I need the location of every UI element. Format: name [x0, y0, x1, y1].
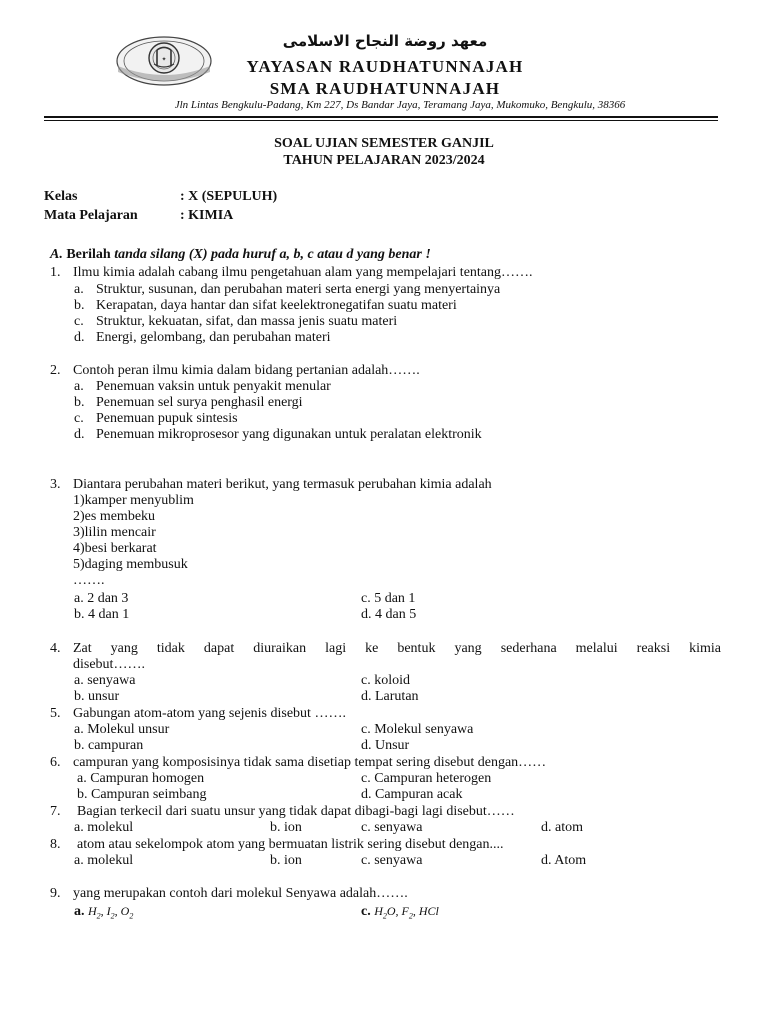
option: c. 5 dan 1 — [361, 591, 416, 606]
exam-year: TAHUN PELAJARAN 2023/2024 — [283, 153, 485, 168]
header-rule-thin — [44, 120, 718, 121]
option: d. Atom — [541, 853, 587, 868]
formula-part: , O — [114, 904, 130, 918]
option — [74, 903, 133, 924]
option-letter: d. — [74, 330, 85, 345]
statement-item: 4)besi berkarat — [73, 541, 157, 556]
statement-item: 1)kamper menyublim — [73, 493, 194, 508]
option-letter: c. — [74, 314, 84, 329]
option: b. ion — [270, 820, 302, 835]
option: a. Molekul unsur — [74, 722, 170, 737]
question-number: 8. — [50, 837, 61, 852]
option — [74, 298, 457, 314]
question-number: 3. — [50, 477, 61, 492]
option: c. senyawa — [361, 853, 423, 868]
option — [74, 379, 331, 395]
instruction-text: tanda silang (X) pada huruf a, b, c atau d yang benar ! — [114, 247, 431, 262]
meta-label: Kelas — [44, 189, 78, 204]
school-address: Jln Lintas Bengkulu-Padang, Km 227, Ds Bandar Jaya, Teramang Jaya, Mukomuko, Bengkulu, 38366 — [174, 99, 626, 111]
option: a. molekul — [74, 853, 134, 868]
formula-part: O, F — [386, 904, 409, 918]
statement-item: 2)es membeku — [73, 509, 156, 524]
option-text: Struktur, kekuatan, sifat, dan massa jenis suatu materi — [96, 314, 398, 329]
section-a-instruction — [50, 247, 431, 263]
option: a. Campuran homogen — [77, 771, 205, 786]
statement-item: 5)daging membusuk — [73, 557, 188, 572]
option: a. molekul — [74, 820, 134, 835]
header-rule — [44, 116, 718, 118]
option: b. unsur — [74, 689, 120, 704]
option: d. Unsur — [361, 738, 410, 753]
question-text: Ilmu kimia adalah cabang ilmu pengetahuan alam yang mempelajari tentang……. — [73, 265, 533, 280]
option-letter: a. — [74, 904, 85, 919]
option — [74, 427, 482, 443]
formula-part: , I — [100, 904, 111, 918]
school-logo-icon — [116, 36, 212, 86]
option: b. ion — [270, 853, 302, 868]
option-letter: a. — [74, 282, 84, 297]
question-number: 6. — [50, 755, 61, 770]
option-text: Struktur, susunan, dan perubahan materi serta energi yang menyertainya — [96, 282, 501, 297]
option — [74, 411, 238, 427]
section-letter: A. — [50, 247, 63, 262]
question-number: 5. — [50, 706, 61, 721]
formula — [374, 904, 439, 921]
formula-part: H — [374, 904, 383, 918]
option-letter: b. — [74, 395, 85, 410]
question-number: 4. — [50, 641, 61, 656]
formula-sub: 2 — [96, 911, 101, 921]
option-letter: a. — [74, 379, 84, 394]
option — [361, 903, 439, 924]
option: b. Campuran seimbang — [77, 787, 207, 802]
option: a. senyawa — [74, 673, 136, 688]
formula — [88, 904, 134, 921]
option: b. 4 dan 1 — [74, 607, 130, 622]
option-text: Penemuan sel surya penghasil energi — [96, 395, 303, 410]
statement-ellipsis: ……. — [73, 573, 105, 588]
question-text: yang merupakan contoh dari molekul Senyawa adalah……. — [73, 886, 408, 901]
question-number: 2. — [50, 363, 61, 378]
question-text: campuran yang komposisinya tidak sama disetiap tempat sering disebut dengan…… — [73, 755, 547, 770]
statement-item: 3)lilin mencair — [73, 525, 156, 540]
formula-sub: 2 — [129, 911, 134, 921]
option-text: Kerapatan, daya hantar dan sifat keelektronegatifan suatu materi — [96, 298, 457, 313]
formula-part: , HCl — [412, 904, 439, 918]
option: d. Larutan — [361, 689, 419, 704]
option-text: Penemuan pupuk sintesis — [96, 411, 238, 426]
option: c. koloid — [361, 673, 410, 688]
foundation-name: YAYASAN RAUDHATUNNAJAH — [246, 57, 524, 76]
formula-sub: 2 — [382, 911, 387, 921]
svg-text:✦: ✦ — [161, 56, 167, 63]
option: c. senyawa — [361, 820, 423, 835]
option — [74, 314, 397, 330]
option-letter: c. — [361, 904, 371, 919]
exam-title: SOAL UJIAN SEMESTER GANJIL — [274, 136, 494, 151]
formula-sub: 2 — [110, 911, 115, 921]
meta-value: : KIMIA — [180, 208, 234, 223]
school-name: SMA RAUDHATUNNAJAH — [269, 79, 501, 98]
option-text: Penemuan mikroprosesor yang digunakan untuk peralatan elektronik — [96, 427, 482, 442]
option: a. 2 dan 3 — [74, 591, 129, 606]
option-text: Energi, gelombang, dan perubahan materi — [96, 330, 331, 345]
school-arabic-name: معهد روضة النجاح الاسلامى — [282, 32, 488, 50]
question-text: Diantara perubahan materi berikut, yang termasuk perubahan kimia adalah — [73, 477, 492, 492]
option — [74, 395, 303, 411]
option-letter: b. — [74, 298, 85, 313]
meta-value: : X (SEPULUH) — [180, 189, 278, 204]
option-text: Penemuan vaksin untuk penyakit menular — [96, 379, 331, 394]
question-text: atom atau sekelompok atom yang bermuatan listrik sering disebut dengan.... — [77, 837, 504, 852]
question-text: Gabungan atom-atom yang sejenis disebut ……. — [73, 706, 346, 721]
option — [74, 282, 500, 298]
question-text: Zat yang tidak dapat diuraikan lagi ke bentuk yang sederhana melalui reaksi kimia — [73, 641, 721, 656]
question-number: 1. — [50, 265, 61, 280]
option: c. Molekul senyawa — [361, 722, 474, 737]
formula-sub: 2 — [408, 911, 413, 921]
question-number: 7. — [50, 804, 61, 819]
question-text-cont: disebut……. — [73, 657, 145, 672]
option: d. Campuran acak — [361, 787, 463, 802]
option-letter: c. — [74, 411, 84, 426]
option — [74, 330, 331, 346]
question-text: Bagian terkecil dari suatu unsur yang tidak dapat dibagi-bagi lagi disebut…… — [77, 804, 515, 819]
question-number: 9. — [50, 886, 61, 901]
option: d. 4 dan 5 — [361, 607, 417, 622]
option: c. Campuran heterogen — [361, 771, 492, 786]
option: d. atom — [541, 820, 583, 835]
option-letter: d. — [74, 427, 85, 442]
instruction-bold: Berilah — [66, 247, 111, 262]
option: b. campuran — [74, 738, 144, 753]
question-text: Contoh peran ilmu kimia dalam bidang pertanian adalah……. — [73, 363, 420, 378]
meta-label: Mata Pelajaran — [44, 208, 138, 223]
formula-part: H — [88, 904, 97, 918]
